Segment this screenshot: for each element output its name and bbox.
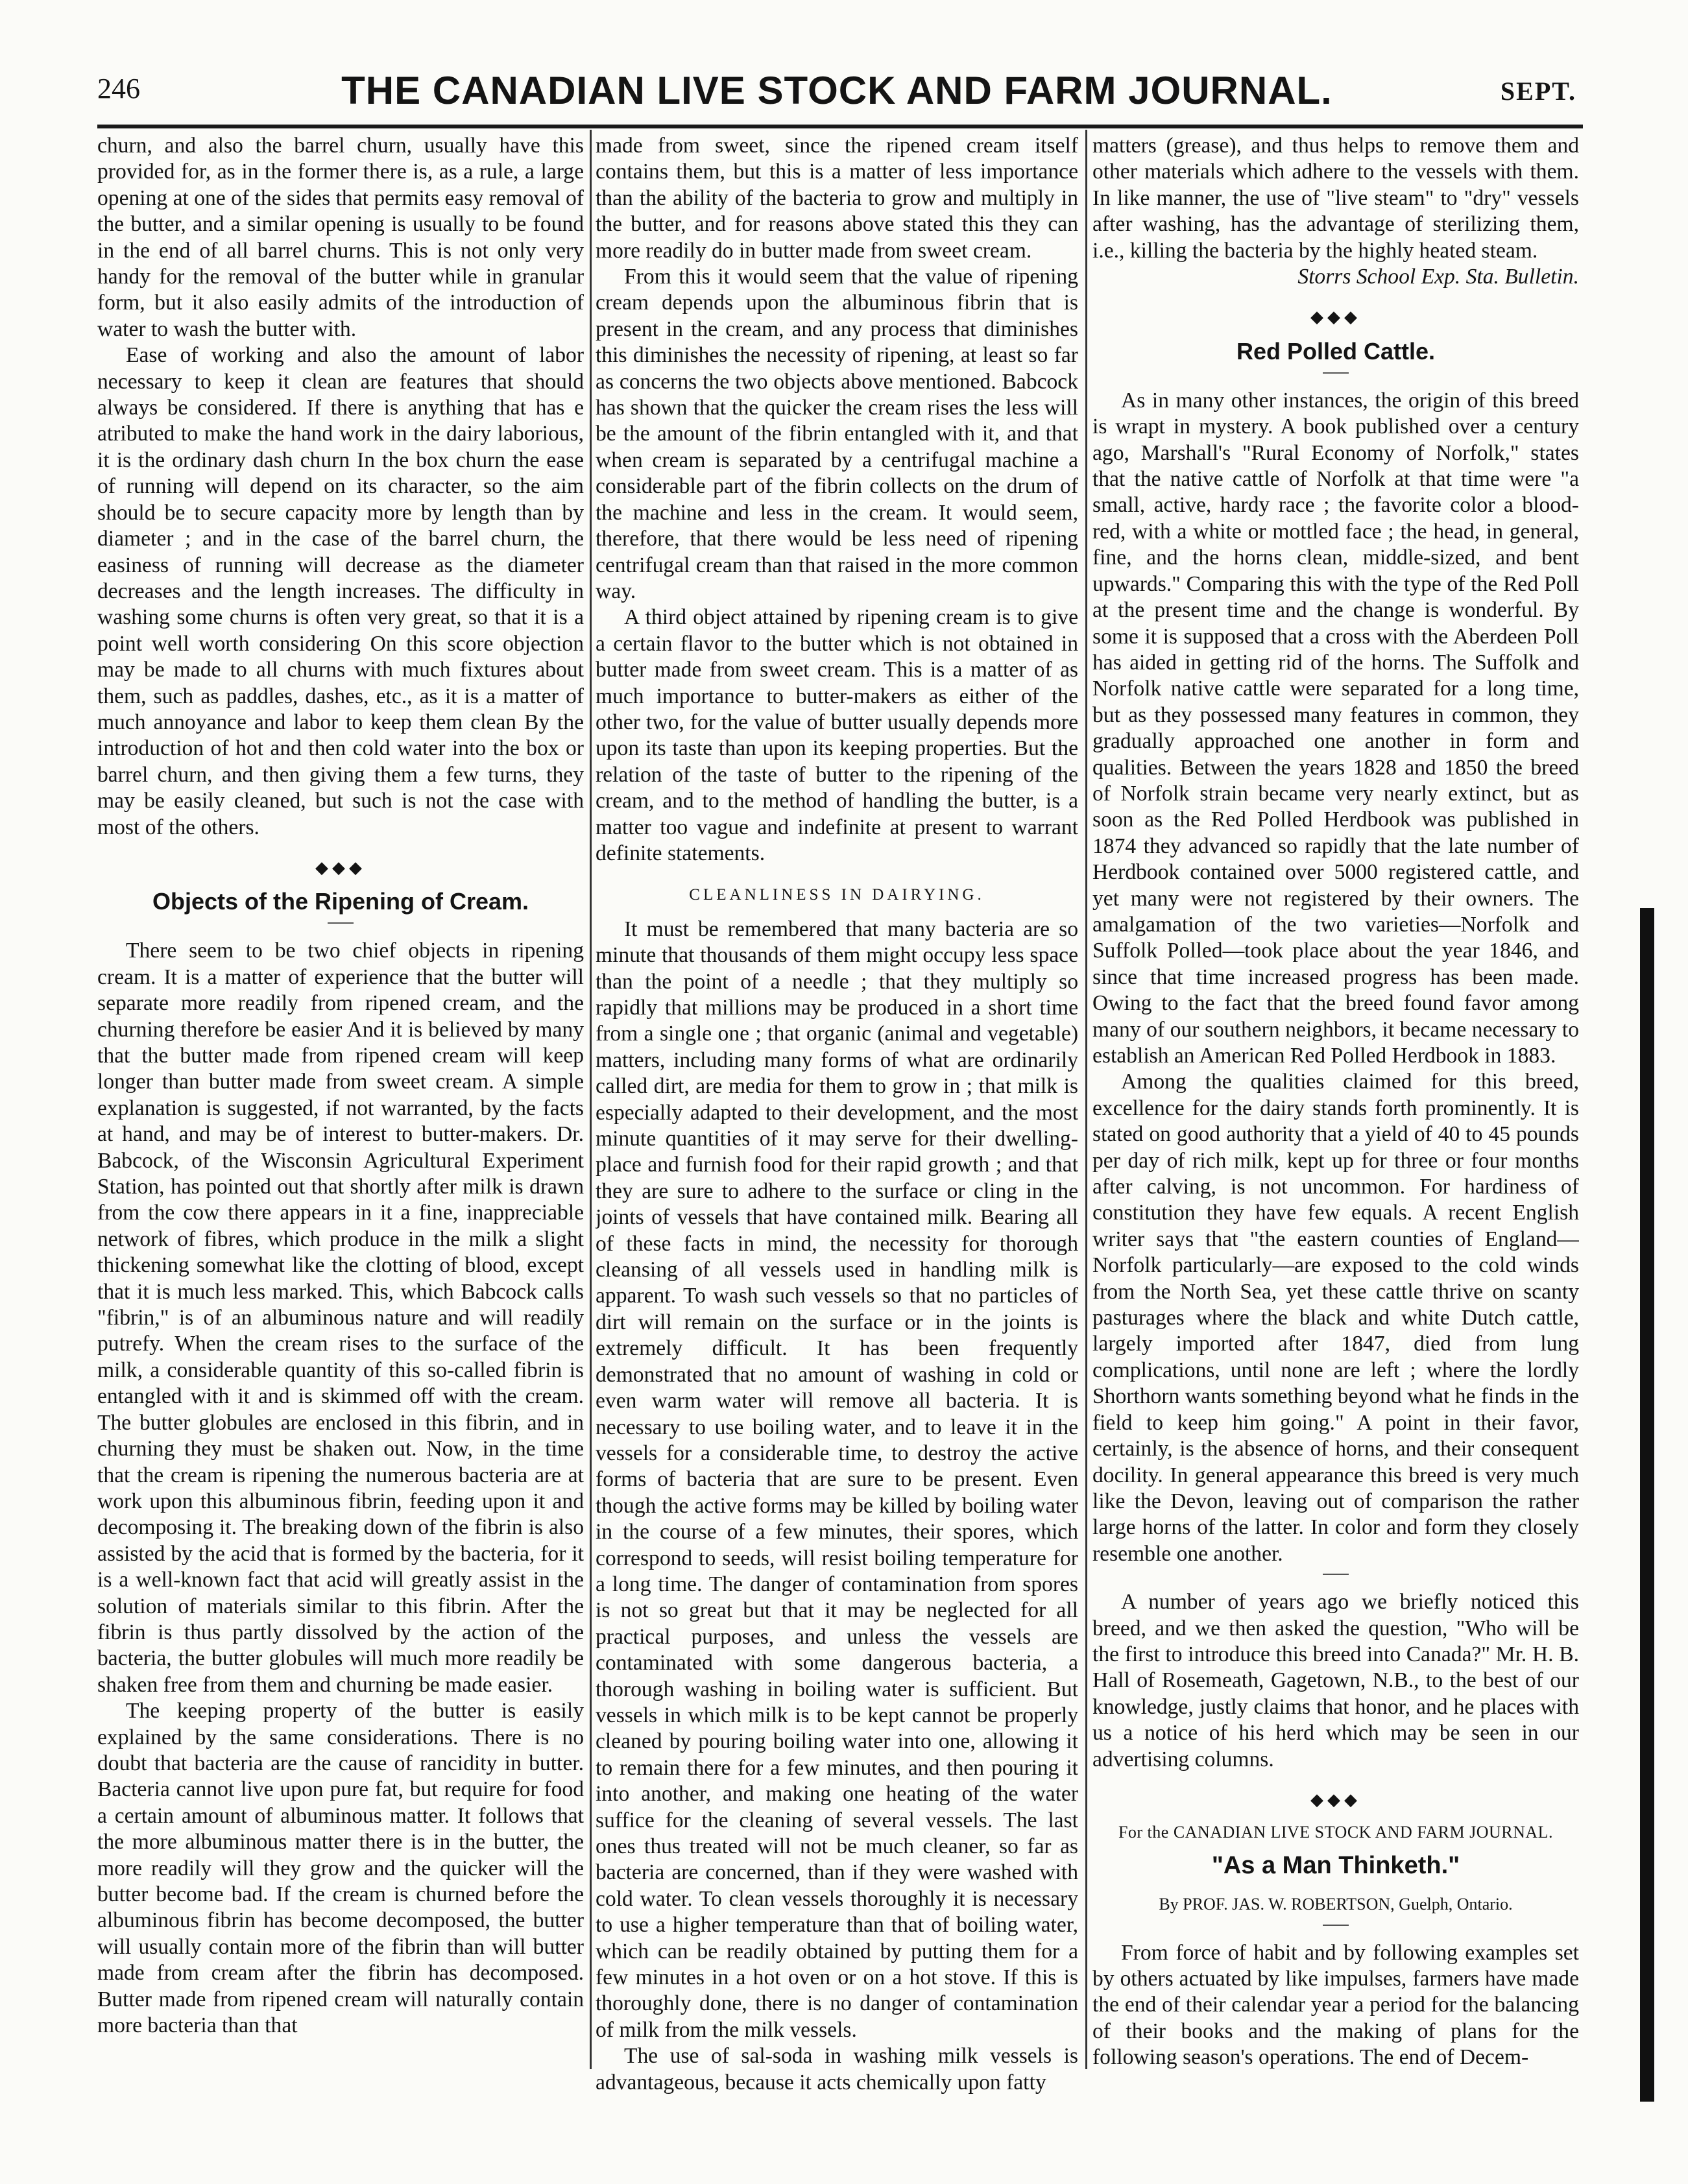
header-rule xyxy=(97,125,1583,128)
section-divider: ◆◆◆ xyxy=(315,858,366,877)
red-polled-heading: Red Polled Cattle. xyxy=(1236,337,1436,365)
column-2 xyxy=(596,133,1078,2105)
col3-paragraph-1: matters (grease), and thus helps to remove them and other materials which adhere to the vessels with them. In like manner, the use of "live steam" to "dry" vessels after washing, has the advantage of sterilizing them, i.e., killing the bacteria by the highly heated steam. xyxy=(1092,134,1579,263)
section-divider: ◆◆◆ xyxy=(1310,1790,1361,1809)
cleanliness-subhead: CLEANLINESS IN DAIRYING. xyxy=(689,886,985,904)
masthead xyxy=(97,68,1576,120)
section-divider: ◆◆◆ xyxy=(1310,307,1361,327)
column-rule-1 xyxy=(590,130,592,2069)
col1-paragraph-4: The keeping property of the butter is easily explained by the same considerations. There is no doubt that bacteria are the cause of rancidity in butter. Bacteria cannot live upon pure fat, but require for food a certain amount of albuminous matter. It follows that the more albuminous matter there is in the butter, the more readily will they grow and the quicker will the butter become bad. If the cream is churned before the albuminous fibrin has become decomposed, the butter will usually contain more of the fibrin than will butter made from cream after the fibrin has decomposed. Butter made from ripened cream will naturally contain more bacteria than that xyxy=(97,1699,584,2038)
column-3 xyxy=(1092,133,1579,2105)
article-author: By PROF. JAS. W. ROBERTSON, Guelph, Ontario. xyxy=(1159,1895,1513,1914)
source-citation: Storrs School Exp. Sta. Bulletin. xyxy=(1297,265,1579,289)
short-rule xyxy=(1323,1574,1349,1575)
short-rule xyxy=(328,922,354,924)
col1-paragraph-1: churn, and also the barrel churn, usually have this provided for, as in the former there is, as a rule, a large opening at one of the sides that permits easy removal of the butter, and a similar opening is usually to be found in the end of all barrel churns. This is not only very handy for the removal of the butter while in granular form, but it also easily admits of the introduction of water to wash the butter with. xyxy=(97,134,584,341)
col1-paragraph-3: There seem to be two chief objects in ripening cream. It is a matter of experience that the butter will separate more readily from ripened cream, and the churning therefore be easier And it is believed by many that the butter made from ripened cream will keep longer than butter made from sweet cream. A simple explanation is suggested, if not warranted, by the facts at hand, and may be of interest to butter-makers. Dr. Babcock, of the Wisconsin Agricultural Experiment Station, has pointed out that shortly after milk is drawn from the cow there appears in it a fine, inappreciable network of fibres, which produce in the milk a slight thickening somewhat like the clotting of blood, except that it is much less marked. This, which Babcock calls "fibrin," is of an albuminous nature and will readily putrefy. When the cream rises to the surface of the milk, a considerable quantity of this so-called fibrin is entangled with it and is skimmed off with the cream. The butter globules are enclosed in this fibrin, and in churning they must be shaken out. Now, in the time that the cream is ripening the numerous bacteria are at work upon this albuminous fibrin, feeding upon it and decomposing it. The breaking down of the fibrin is also assisted by the acid that is formed by the bacteria, for it is a well-known fact that acid will greatly assist in the solution of materials similar to this fibrin. After the fibrin is thus partly dissolved by the action of the bacteria, the butter globules will much more readily be shaken free from them and churning be made easier. xyxy=(97,939,584,1697)
journal-title: THE CANADIAN LIVE STOCK AND FARM JOURNAL. xyxy=(341,69,1332,112)
column-1 xyxy=(97,133,584,2105)
col3-paragraph-2: As in many other instances, the origin of this breed is wrapt in mystery. A book published over a century ago, Marshall's "Rural Economy of Norfolk," states that the native cattle of Norfolk at that time were "a small, active, hardy race ; the favorite color a blood-red, with a white or mottled face ; the head, in general, fine, and the horns clean, middle-sized, and bent upwards." Comparing this with the type of the Red Poll at the present time and the change is wonderful. By some it is supposed that a cross with the Aberdeen Poll has aided in getting rid of the horns. The Suffolk and Norfolk native cattle were separated for a long time, but as they possessed many features in common, they gradually approached one another in form and qualities. Between the years 1828 and 1850 the breed of Norfolk strain became very nearly extinct, but as soon as the Red Polled Herdbook was published in 1874 they advanced so rapidly that the late number of Herdbook contained over 5000 registered cattle, and yet many were not registered by their owners. The amalgamation of the two varieties—Norfolk and Suffolk Polled—took place about the year 1846, and since that time increased progress has been made. Owing to the fact that the breed found favor among many of our southern neighbors, it became necessary to establish an American Red Polled Herdbook in 1883. xyxy=(1092,388,1579,1068)
short-rule xyxy=(1323,1925,1349,1926)
col2-paragraph-2: From this it would seem that the value of ripening cream depends upon the albuminous fibrin that is present in the cream, and any process that diminishes this diminishes the necessity of ripening, at least so far as concerns the two objects above mentioned. Babcock has shown that the quicker the cream rises the less will be the amount of the fibrin entangled with it, and that when cream is separated by a centrifugal machine a considerable part of the fibrin collects on the drum of the machine and less in the cream. It would seem, therefore, that there would be less need of ripening centrifugal cream than that raised in the more common way. xyxy=(596,265,1078,603)
col2-paragraph-3: A third object attained by ripening cream is to give a certain flavor to the butter which is not obtained in butter made from sweet cream. This is a matter of as much importance to butter-makers as either of the other two, for the value of butter usually depends more upon its taste than upon its keeping properties. But the relation of the taste of butter to the ripening of the cream, and to the method of handling the butter, is a matter too vague and indefinite at present to warrant definite statements. xyxy=(596,605,1078,865)
col2-paragraph-5: The use of sal-soda in washing milk vessels is advantageous, because it acts chemically upon fatty xyxy=(596,2044,1078,2094)
col3-paragraph-3: Among the qualities claimed for this breed, excellence for the dairy stands forth prominently. It is stated on good authority that a yield of 40 to 45 pounds per day of rich milk, kept up for three or four months after calving, is not uncommon. For hardiness of constitution they have few equals. A recent English writer says that "the eastern counties of England—Norfolk particularly—are exposed to the cold winds from the North Sea, yet these cattle thrive on scanty pasturages where the black and white Dutch cattle, largely imported after 1847, died from lung complications, until none are left ; where the lordly Shorthorn wants something beyond what he finds in the field to keep him going." A point in their favor, certainly, is the absence of horns, and their consequent docility. In general appearance this breed is very much like the Devon, leaving out of comparison the rather large horns of the latter. In color and form they closely resemble one another. xyxy=(1092,1070,1579,1566)
col1-paragraph-2: Ease of working and also the amount of labor necessary to keep it clean are features that should always be considered. If there is anything that has e atributed to make the hand work in the dairy laborious, it is the ordinary dash churn In the box churn the ease of running will depend on its character, so the aim should be to secure capacity more by length than by diameter ; and in the case of the barrel churn, the easiness of running will decrease as the diameter decreases and the length increases. The difficulty in washing some churns is often very great, so that it is a point well worth considering On this score objection may be made to all churns with much fixtures about them, such as paddles, dashes, etc., as it is a matter of much annoyance and labor to keep them clean By the introduction of hot and then cold water into the box or barrel churn, and then giving them a few turns, they may be easily cleaned, but such is not the case with most of the others. xyxy=(97,343,584,839)
col2-paragraph-1: made from sweet, since the ripened cream itself contains them, but this is a matter of less importance than the ability of the bacteria to grow and multiply in the butter, and for reasons above stated this they can more readily do in butter made from sweet cream. xyxy=(596,134,1078,263)
article-credit: For the CANADIAN LIVE STOCK AND FARM JOURNAL. xyxy=(1118,1823,1554,1842)
col3-paragraph-4: A number of years ago we briefly noticed this breed, and we then asked the question, "Who will be the first to introduce this breed into Canada?" Mr. H. B. Hall of Rosemeath, Gagetown, N.B., to the best of our knowledge, justly claims that honor, and he places with us a notice of his herd which may be seen in our advertising columns. xyxy=(1092,1590,1579,1771)
issue-month: SEPT. xyxy=(1500,77,1576,106)
col3-paragraph-5: From force of habit and by following examples set by others actuated by like impulses, farmers have made the end of their calendar year a period for the balancing of their books and the making of plans for the following season's operations. The end of Decem- xyxy=(1092,1940,1579,2070)
man-thinketh-heading: "As a Man Thinketh." xyxy=(1211,1851,1460,1879)
col2-paragraph-4: It must be remembered that many bacteria are so minute that thousands of them might occupy less space than the point of a needle ; that they multiply so rapidly that millions may be produced in a short time from a single one ; that organic (animal and vegetable) matters, including many forms of what are ordinarily called dirt, are media for them to grow in ; that milk is especially adapted to their development, and the most minute quantities of it may serve for their dwelling-place and furnish food for their rapid growth ; and that they are sure to adhere to the surface or cling in the joints of vessels that have contained milk. Bearing all of these facts in mind, the necessity for thorough cleansing of all vessels used in handling milk is apparent. To wash such vessels so that no particles of dirt will remain on the surface or in the joints is extremely difficult. It has been frequently demonstrated that no amount of washing in cold or even warm water will remove all bacteria. It is necessary to use boiling water, and to leave it in the vessels for a considerable time, to destroy the active forms of bacteria that are sure to be present. Even though the active forms may be killed by boiling water in the course of a few minutes, their spores, which correspond to seeds, will resist boiling temperature for a long time. The danger of contamination from spores is not so great but that it may be neglected for all practical purposes, and unless the vessels are contaminated with some dangerous bacteria, a thorough washing in boiling water is sufficient. But vessels in which milk is to be kept cannot be properly cleaned by pouring boiling water into one, allowing it to remain there for a few minutes, and then pouring it into another, and making one heating of the water suffice for the cleaning of several vessels. The last ones thus treated will not be much cleaner, so far as bacteria are concerned, than if they were washed with cold water. To clean vessels thoroughly it is necessary to use a higher temperature than that of boiling water, which can be readily obtained by putting them for a few minutes in a hot oven or on a hot stove. If this is thoroughly done, there is no danger of contamination of milk from the milk vessels. xyxy=(596,917,1078,2042)
short-rule xyxy=(1323,372,1349,374)
column-rule-2 xyxy=(1085,130,1087,2069)
page-number: 246 xyxy=(97,73,140,104)
ripening-heading: Objects of the Ripening of Cream. xyxy=(152,888,529,915)
scan-edge-bar xyxy=(1640,908,1654,2102)
